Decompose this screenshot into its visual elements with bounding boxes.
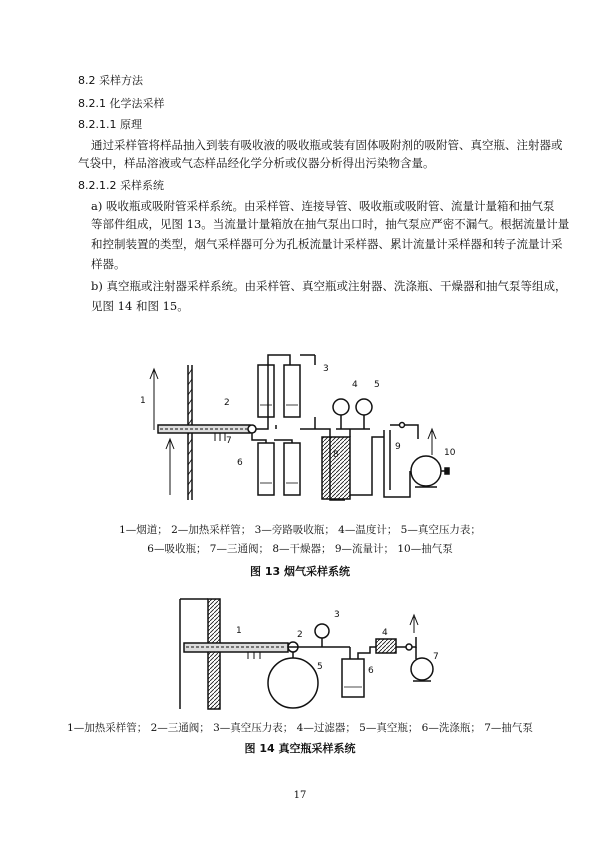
fig13-label-8: 8 xyxy=(333,450,339,460)
fig13-label-6: 6 xyxy=(237,458,243,468)
fig13-label-5: 5 xyxy=(374,380,380,390)
item-a-line-2: 等部件组成，见图 13。当流量计量箱放在抽气泵出口时，抽气泵应严密不漏气。根据流量计量 xyxy=(91,217,570,231)
item-a-line-4: 样器。 xyxy=(91,257,126,271)
fig13-label-4: 4 xyxy=(352,380,358,390)
item-a-line-3: 和控制装置的类型，烟气采样器可分为孔板流量计采样器、累计流量计采样器和转子流量计采 xyxy=(91,237,563,251)
fig14-title: 图 14 真空瓶采样系统 xyxy=(244,742,356,755)
fig13-label-2: 2 xyxy=(224,398,230,408)
fig14-legend: 1—加热采样管； 2—三通阀； 3—真空压力表； 4—过滤器； 5—真空瓶； 6—洗涤瓶； 7—抽气泵 xyxy=(67,722,533,734)
fig13-legend-line-1: 1—烟道； 2—加热采样管； 3—旁路吸收瓶； 4—温度计； 5—真空压力表； xyxy=(119,524,481,536)
fig13-legend-line-2: 6—吸收瓶； 7—三通阀； 8—干燥器； 9—流量计； 10—抽气泵 xyxy=(147,543,453,555)
fig14-label-2: 2 xyxy=(297,630,303,640)
item-b-line-2: 见图 14 和图 15。 xyxy=(91,299,189,313)
heading-8-2-1-1: 8.2.1.1 原理 xyxy=(78,118,142,131)
page-number: 17 xyxy=(293,790,307,801)
fig13-label-9: 9 xyxy=(395,442,401,452)
fig14-label-3: 3 xyxy=(334,610,340,620)
paragraph-principle-line-1: 通过采样管将样品抽入到装有吸收液的吸收瓶或装有固体吸附剂的吸附管、真空瓶、注射器或 xyxy=(91,138,563,152)
item-b-line-1: b) 真空瓶或注射器采样系统。由采样管、真空瓶或注射器、洗涤瓶、干燥器和抽气泵等组成， xyxy=(91,279,567,293)
fig13-label-1: 1 xyxy=(140,396,146,406)
item-a-line-1: a) 吸收瓶或吸附管采样系统。由采样管、连接导管、吸收瓶或吸附管、流量计量箱和抽气泵 xyxy=(91,199,555,213)
paragraph-principle-line-2: 气袋中，样品溶液或气态样品经化学分析或仪器分析得出污染物含量。 xyxy=(78,156,435,170)
fig14-label-7: 7 xyxy=(433,652,439,662)
fig13-title: 图 13 烟气采样系统 xyxy=(250,565,350,578)
fig13-label-10: 10 xyxy=(444,448,456,458)
fig14-label-1: 1 xyxy=(236,626,242,636)
fig13-label-3: 3 xyxy=(323,364,329,374)
figure-13-diagram xyxy=(140,345,470,505)
fig14-label-6: 6 xyxy=(368,666,374,676)
fig14-label-4: 4 xyxy=(382,628,388,638)
figure-14-diagram xyxy=(170,597,445,712)
heading-8-2-1: 8.2.1 化学法采样 xyxy=(78,97,165,110)
heading-8-2: 8.2 采样方法 xyxy=(78,74,143,87)
heading-8-2-1-2: 8.2.1.2 采样系统 xyxy=(78,179,164,192)
fig14-label-5: 5 xyxy=(317,662,323,672)
fig13-label-7: 7 xyxy=(226,436,232,446)
